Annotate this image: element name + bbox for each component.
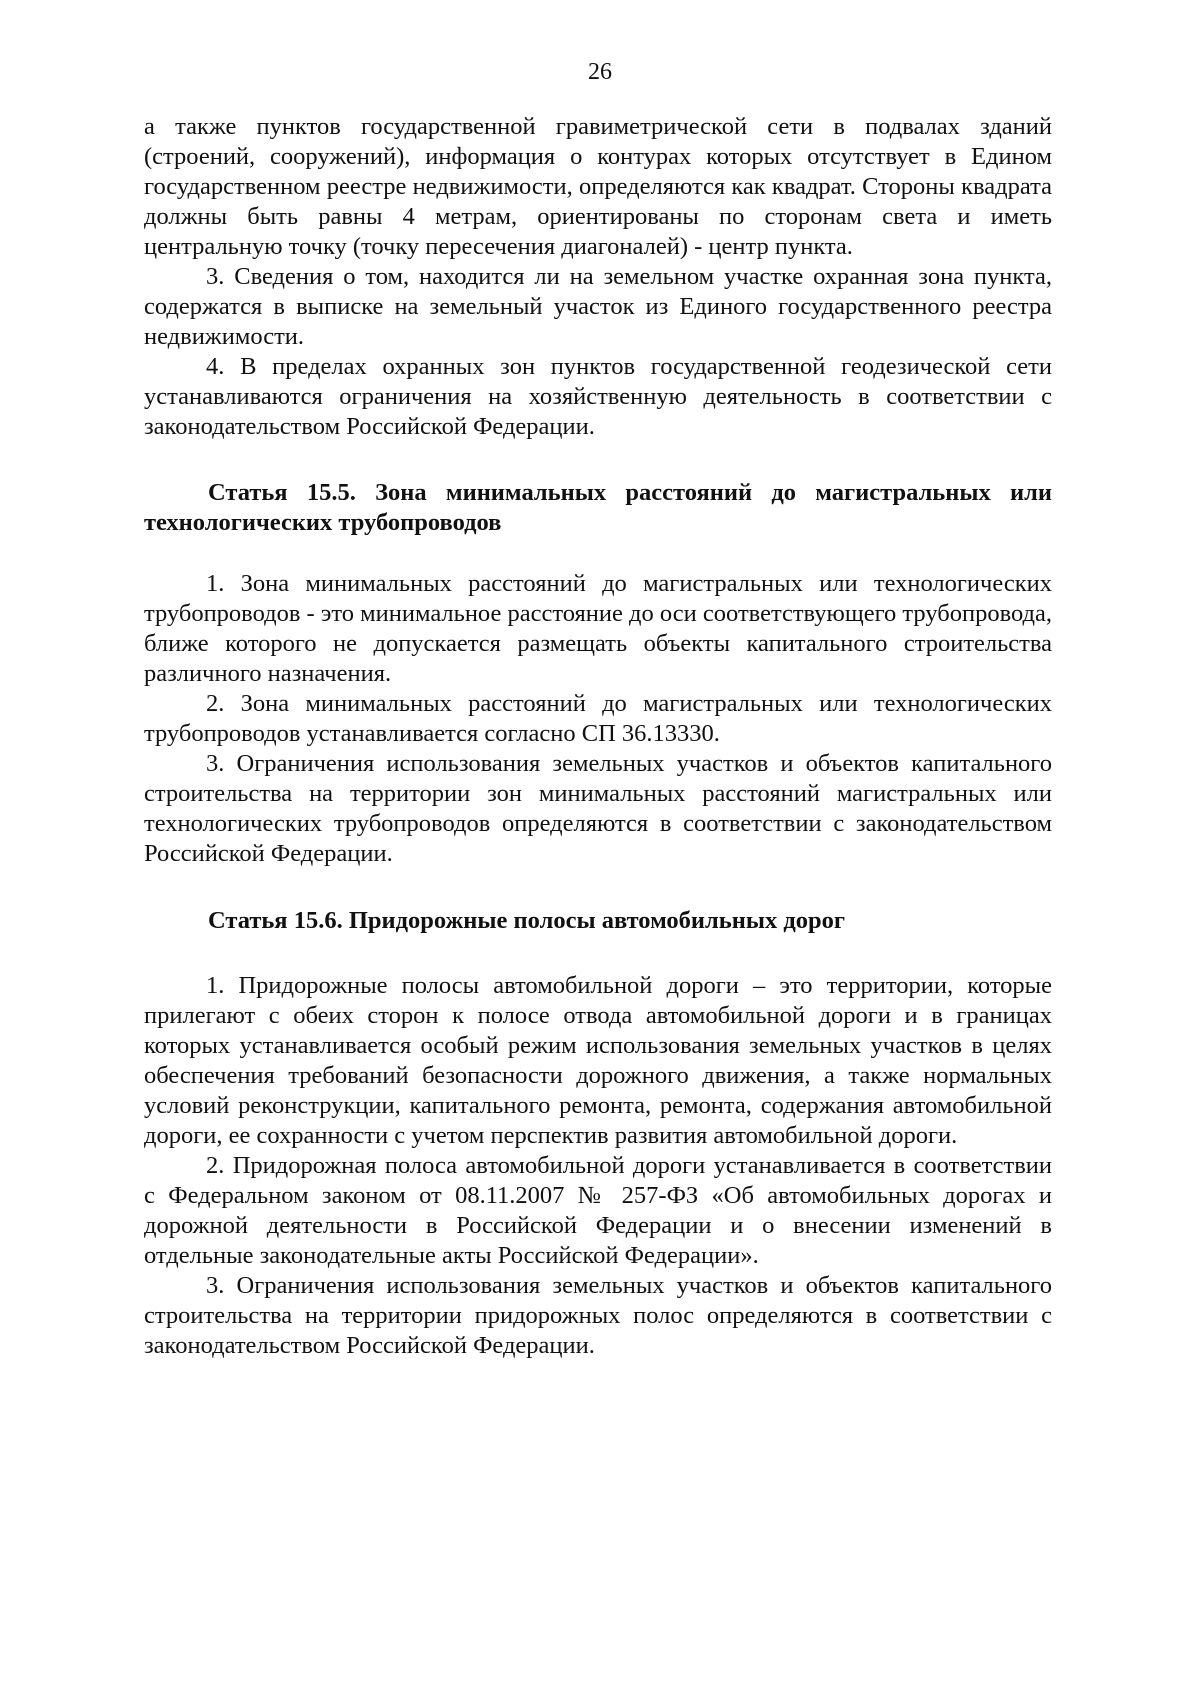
paragraph-item-3: 3. Ограничения использования земельных участков и объектов капитального строительства на территории зон минимальных расстояний магистральных или технологических трубопроводов определяются в соответствии с законодательством Российской Федерации. — [144, 750, 1052, 867]
paragraph-item-3: 3. Сведения о том, находится ли на земельном участке охранная зона пункта, содержатся в выписке на земельный участок из Единого государственного реестра недвижимости. — [144, 263, 1052, 350]
paragraph-item-1: 1. Придорожные полосы автомобильной дороги – это территории, которые прилегают с обеих сторон к полосе отвода автомобильной дороги и в границах которых устанавливается особый режим использования земельных участков в целях обеспечения требований безопасности дорожного движения, а также нормальных условий реконструкции, капитального ремонта, ремонта, содержания автомобильной дороги, ее сохранности с учетом перспектив развития автомобильной дороги. — [144, 972, 1052, 1149]
article-15-5-section — [144, 478, 1052, 869]
article-15-5-body — [144, 569, 1052, 869]
document-body — [144, 112, 1052, 1361]
article-15-6-body — [144, 971, 1052, 1361]
paragraph-item-2: 2. Зона минимальных расстояний до магистральных или технологических трубопроводов устанавливается согласно СП 36.13330. — [144, 690, 1052, 747]
paragraph-item-1: 1. Зона минимальных расстояний до магистральных или технологических трубопроводов - это минимальное расстояние до оси соответствующего трубопровода, ближе которого не допускается размещать объекты капитального строительства различного назначения. — [144, 570, 1052, 687]
article-15-6-heading: Статья 15.6. Придорожные полосы автомобильных дорог — [208, 907, 846, 934]
paragraph-item-2: 2. Придорожная полоса автомобильной дороги устанавливается в соответствии с Федеральном законом от 08.11.2007 № 257-ФЗ «Об автомобильных дорогах и дорожной деятельности в Российской Федерации и о внесении изменений в отдельные законодательные акты Российской Федерации». — [144, 1152, 1052, 1269]
paragraph-item-4: 4. В пределах охранных зон пунктов государственной геодезической сети устанавливаются ограничения на хозяйственную деятельность в соответствии с законодательством Российской Федерации. — [144, 353, 1052, 440]
page-number: 26 — [588, 59, 612, 85]
article-15-5-heading: Статья 15.5. Зона минимальных расстояний до магистральных или технологических трубопроводов — [144, 479, 1052, 536]
paragraph-continuation: а также пунктов государственной гравиметрической сети в подвалах зданий (строений, сооружений), информация о контурах которых отсутствует в Едином государственном реестре недвижимости, определяются как квадрат. Стороны квадрата должны быть равны 4 метрам, ориентированы по сторонам света и иметь центральную точку (точку пересечения диагоналей) - центр пункта. — [144, 113, 1052, 260]
intro-section — [144, 112, 1052, 442]
paragraph-item-3: 3. Ограничения использования земельных участков и объектов капитального строительства на территории придорожных полос определяются в соответствии с законодательством Российской Федерации. — [144, 1272, 1052, 1359]
article-15-6-section — [144, 906, 1052, 1361]
